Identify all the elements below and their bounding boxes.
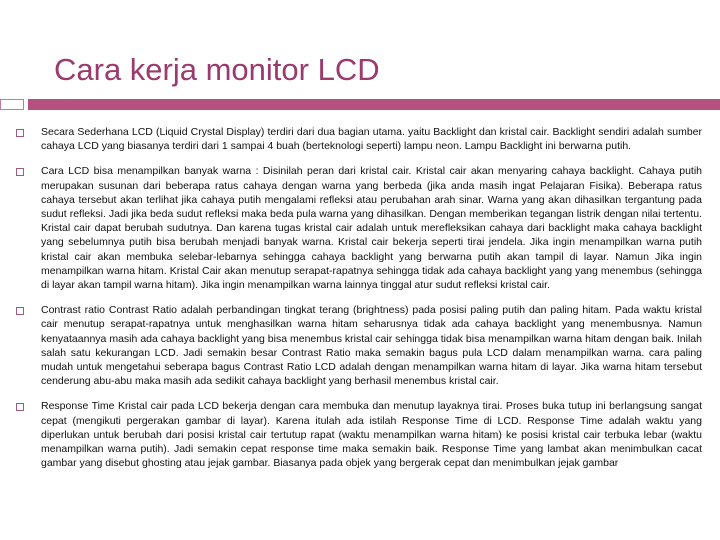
square-bullet-icon: [16, 403, 24, 411]
square-bullet-icon: [16, 168, 24, 176]
title-rule-left-accent: [0, 99, 24, 110]
bullet-text: Secara Sederhana LCD (Liquid Crystal Display) terdiri dari dua bagian utama. yaitu Backlight dan kristal cair. Backlight sendiri adalah sumber cahaya LCD yang biasanya terdiri dari 1 sampai 4 buah (berteknologi seperti) lampu neon. Lampu Backlight ini berwarna putih.: [41, 126, 702, 153]
title-rule: [28, 99, 720, 110]
square-bullet-icon: [16, 129, 24, 137]
bullet-text: Contrast ratio Contrast Ratio adalah perbandingan tingkat terang (brightness) pada posisi paling putih dan paling hitam. Pada waktu kristal cair menutup serapat-rapatnya untuk menghasilkan warna hitam seharusnya tidak ada cahaya backlight yang menembusnya. Namun kenyataannya masih ada cahaya backlight yang bisa menembus kristal cair sehingga tidak bisa menampilkan warna hitam dengan baik. Inilah salah satu kekurangan LCD. Jadi semakin besar Contrast Ratio maka semakin bagus pula LCD dalam menampilkan warna. cara paling mudah untuk mengetahui seberapa bagus Contrast Ratio LCD adalah dengan menampilkan warna hitam di layar. Jika warna hitam tersebut cenderung abu-abu maka masih ada sedikit cahaya backlight yang berhasil menembus kristal cair.: [41, 304, 702, 388]
bullet-text: Response Time Kristal cair pada LCD bekerja dengan cara membuka dan menutup layaknya tirai. Proses buka tutup ini berlangsung sangat cepat (mengikuti pergerakan gambar di layar). Karena itulah ada istilah Response Time di LCD. Response Time adalah waktu yang diperlukan untuk berubah dari posisi kristal cair tertutup rapat (waktu menampilkan warna hitam) ke posisi kristal cair terbuka lebar (waktu menampilkan warna putih). Jadi semakin cepat response time maka semakin baik. Response Time yang lambat akan menimbulkan cacat gambar yang disebut ghosting atau jejak gambar. Biasanya pada objek yang bergerak cepat dan menimbulkan jejak gambar: [41, 400, 702, 470]
bullet-item-colors: [16, 164, 702, 292]
bullet-item-contrast-ratio: [16, 303, 702, 388]
bullet-text: Cara LCD bisa menampilkan banyak warna : Disinilah peran dari kristal cair. Kristal cair akan menyaring cahaya backlight. Cahaya putih merupakan susunan dari beberapa ratus cahaya dengan warna yang berbeda (jika anda masih ingat Pelajaran Fisika). Beberapa ratus cahaya tersebut akan terlihat jika cahaya putih mengalami refleksi atau perubahan arah sinar. Warna yang akan dihasilkan tergantung pada sudut refleksi. Jadi jika beda sudut refleksi maka beda pula warna yang dihasilkan. Dengan memberikan tegangan listrik dengan nilai tertentu. Kristal cair dapat berubah sudutnya. Dan karena tugas kristal cair adalah untuk merefleksikan cahaya dari backlight maka cahaya backlight yang sebelumnya putih bisa berubah menjadi banyak warna. Kristal cair bekerja seperti tirai jendela. Jika ingin menampilkan warna putih kristal cair akan membuka selebar-lebarnya sehingga cahaya backlight yang berwarna putih akan tampil di layar. Namun Jika ingin menampilkan warna hitam. Kristal Cair akan menutup serapat-rapatnya sehingga tidak ada cahaya backlight yang yang menembus (sehingga di layar akan tampil warna hitam). Jika ingin menampilkan warna lainnya tinggal atur sudut refleksi kristal cair.: [41, 165, 702, 292]
slide-title: Cara kerja monitor LCD: [54, 52, 380, 87]
bullet-item-response-time: [16, 399, 702, 470]
bullet-list: [16, 125, 702, 481]
bullet-item-backlight: [16, 125, 702, 153]
square-bullet-icon: [16, 307, 24, 315]
